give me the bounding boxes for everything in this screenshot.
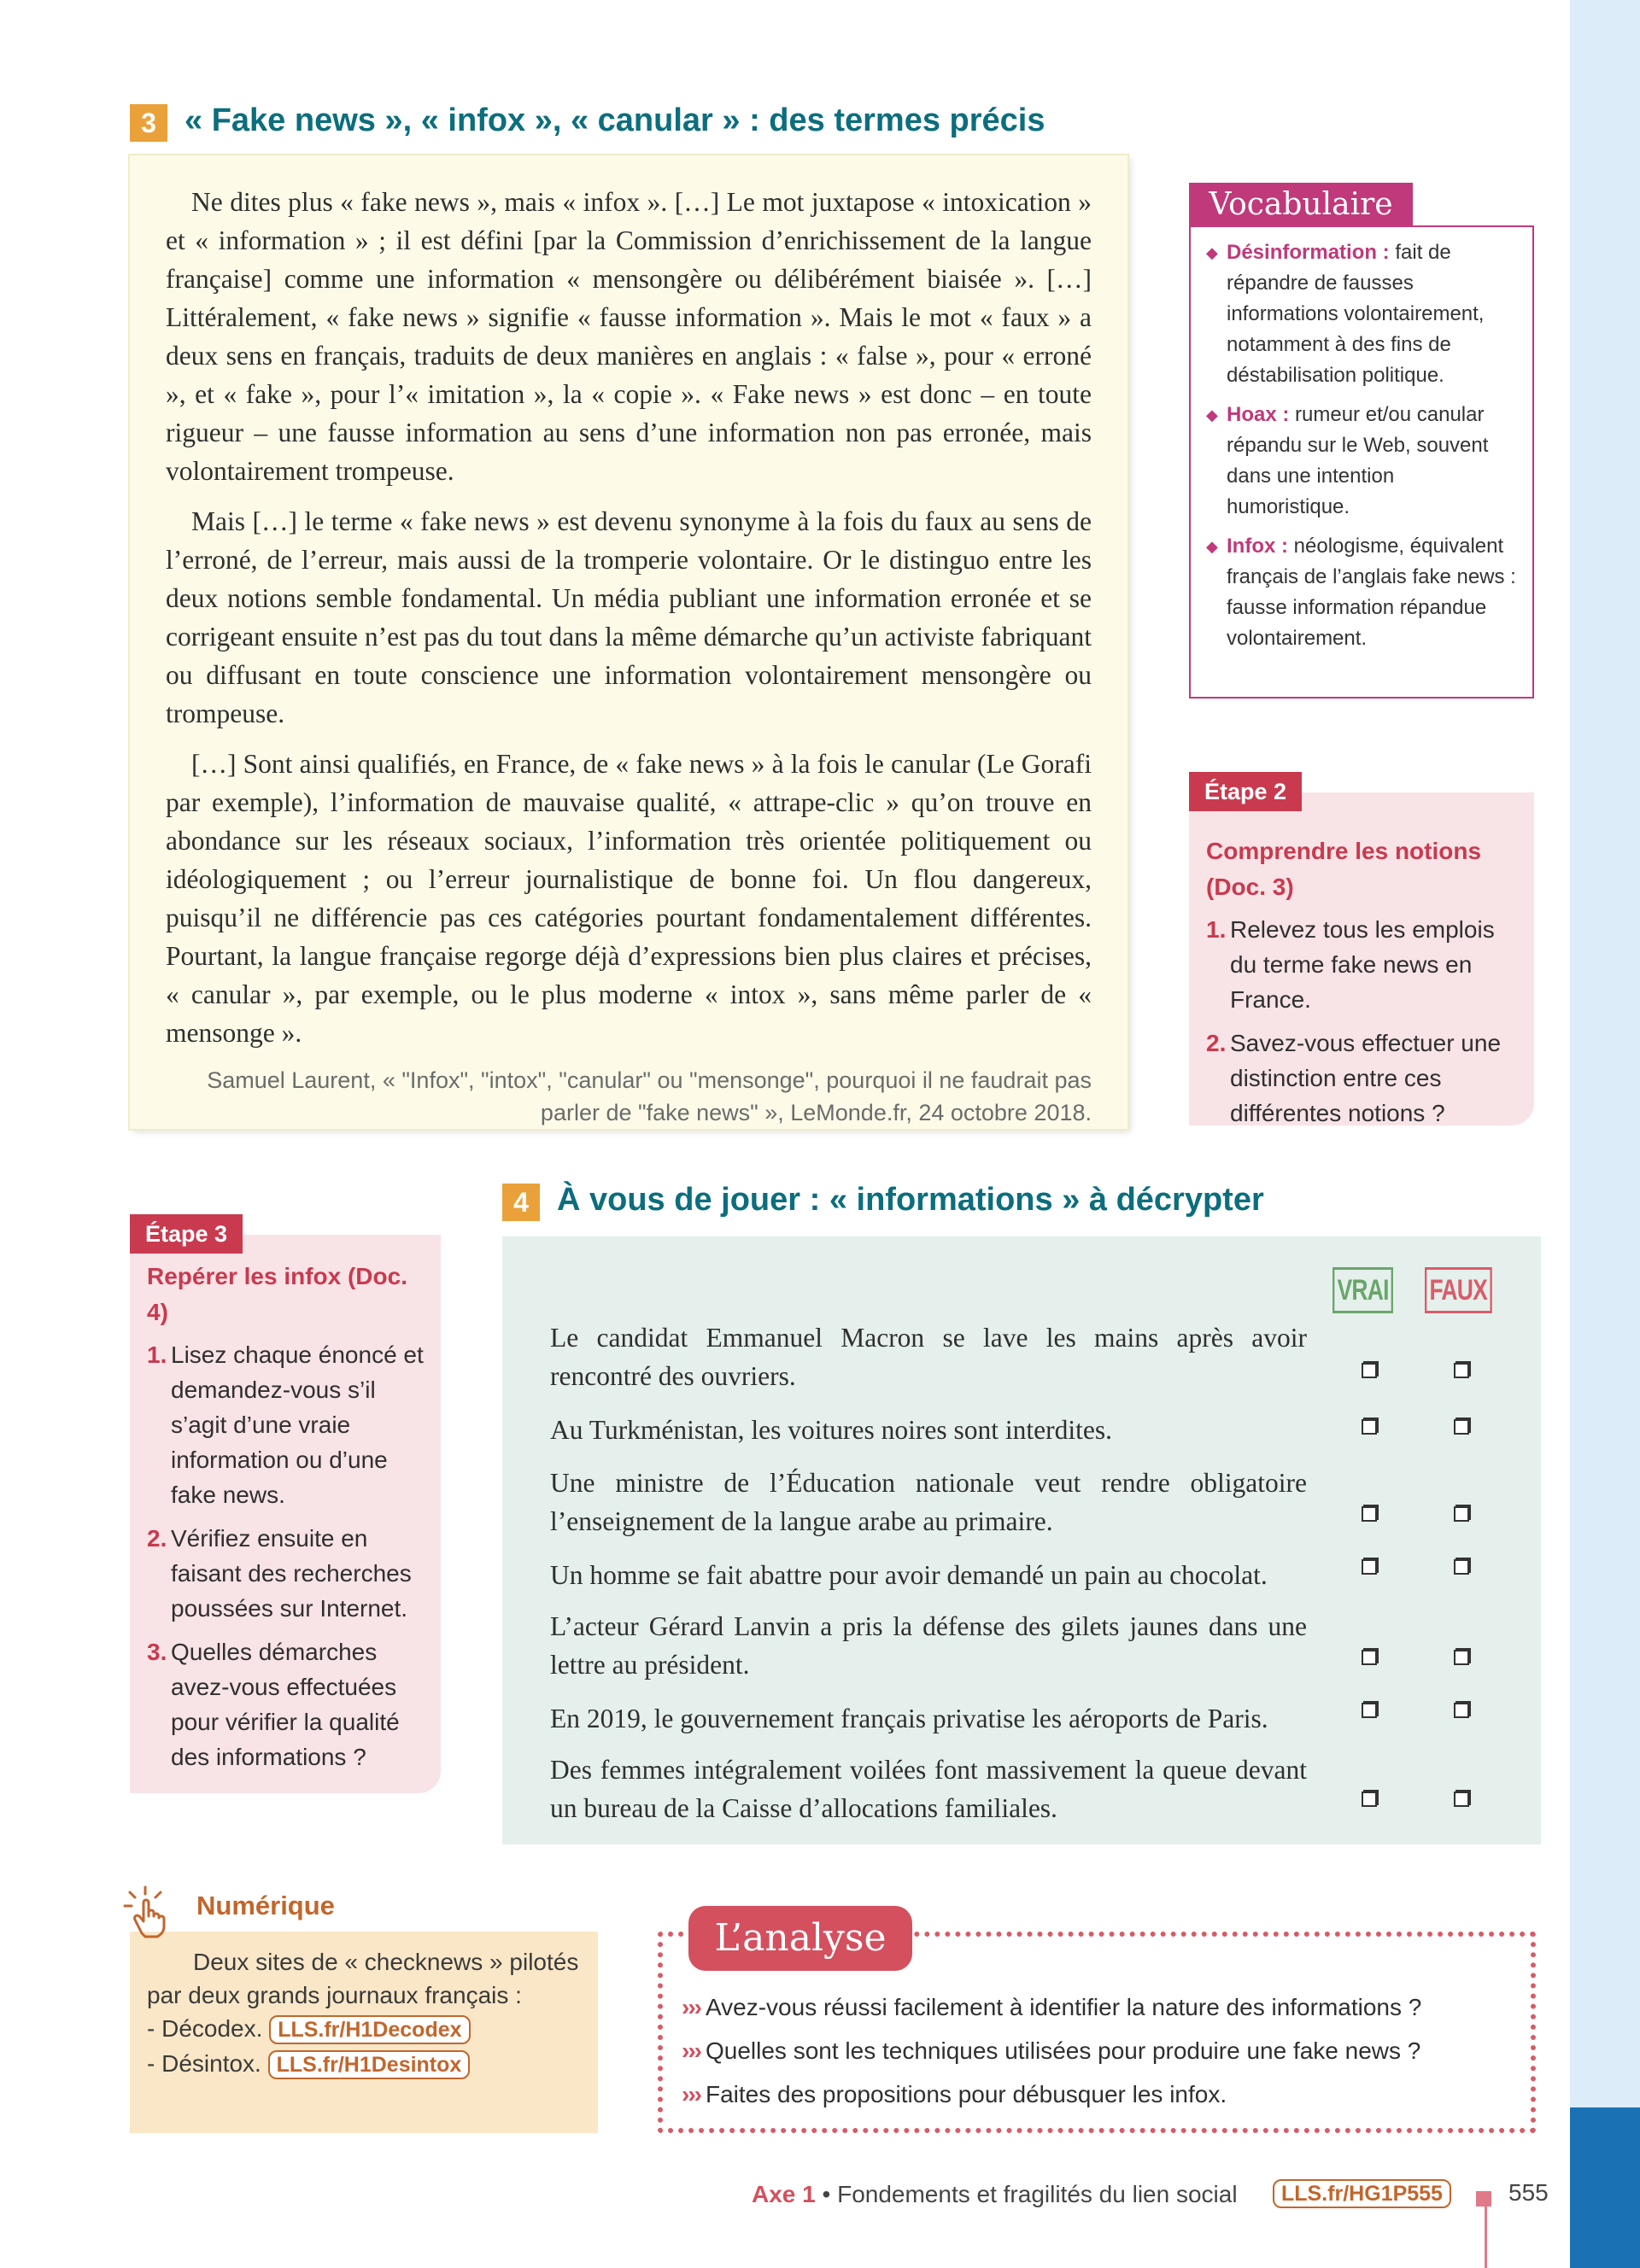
triple-chevron-icon: ››› bbox=[682, 2037, 700, 2064]
doc3-title: « Fake news », « infox », « canular » : des termes précis bbox=[184, 102, 1046, 138]
statement: Une ministre de l’Éducation nationale veut rendre obligatoire l’enseignement de la langue arabe au primaire. bbox=[550, 1468, 1307, 1536]
etape3-question: 1. Lisez chaque énoncé et demandez-vous s’il s’agit d’une vraie information ou d’une fake news. bbox=[147, 1342, 424, 1508]
etape2-question: 2. Savez-vous effectuer une distinction entre ces différentes notions ? bbox=[1206, 1030, 1502, 1126]
true-checkbox[interactable] bbox=[1362, 1559, 1377, 1575]
numerique-text: Deux sites de « checknews » pilotés par deux grands journaux français : bbox=[147, 1949, 579, 2008]
etape2-box bbox=[1189, 792, 1534, 1125]
true-checkbox[interactable] bbox=[1362, 1363, 1377, 1378]
vocab-item: ◆ Infox : néologisme, équivalent français de l’anglais fake news : fausse information répandue volontairement. bbox=[1206, 531, 1520, 654]
triple-chevron-icon: ››› bbox=[682, 1994, 700, 2020]
doc3-paragraph-3: […] Sont ainsi qualifiés, en France, de « fake news » à la fois le canular (Le Gorafi par exemple), l’information de mauvaise qualité, « attrape-clic » qu’on trouve en abondance sur les réseaux sociaux, l’information très orientée politiquement ou idéologiquement ; ou l’erreur journalistique de bonne foi. Un flou dangereux, puisqu’il ne différencie pas ces catégories pourtant fondamentalement différentes. Pourtant, la langue française regorge déjà d’expressions bien plus claires et précises, « canular », par exemple, ou le plus moderne « intox », sans même parler de « mensonge ». bbox=[166, 749, 1092, 1048]
doc4-title: À vous de jouer : « informations » à décrypter bbox=[557, 1182, 1264, 1218]
false-checkbox[interactable] bbox=[1454, 1506, 1469, 1522]
false-stamp: FAUX bbox=[1425, 1267, 1492, 1313]
numerique-title: Numérique bbox=[196, 1891, 335, 1920]
numerique-box bbox=[130, 1932, 598, 2133]
true-checkbox[interactable] bbox=[1362, 1703, 1377, 1718]
etape3-question: 2. Vérifiez ensuite en faisant des recherches poussées sur Internet. bbox=[147, 1525, 412, 1622]
footer-link-row bbox=[1273, 2179, 1451, 2208]
statement: Un homme se fait abattre pour avoir demandé un pain au chocolat. bbox=[550, 1560, 1268, 1590]
desintox-link[interactable]: LLS.fr/H1Desintox bbox=[268, 2050, 471, 2079]
true-checkbox[interactable] bbox=[1362, 1792, 1377, 1807]
false-checkbox[interactable] bbox=[1454, 1559, 1469, 1575]
etape2-heading: Comprendre les notions (Doc. 3) bbox=[1206, 838, 1482, 900]
diamond-bullet-icon: ◆ bbox=[1206, 538, 1218, 555]
etape3-question: 3. Quelles démarches avez-vous effectuées pour vérifier la qualité des informations ? bbox=[147, 1639, 400, 1770]
false-checkbox[interactable] bbox=[1454, 1363, 1469, 1378]
decodex-link[interactable]: LLS.fr/H1Decodex bbox=[269, 2015, 470, 2044]
etape3-tab: Étape 3 bbox=[130, 1214, 243, 1254]
statement: Des femmes intégralement voilées font massivement la queue devant un bureau de la Caisse d’allocations familiales. bbox=[550, 1755, 1307, 1823]
footer-link[interactable]: LLS.fr/HG1P555 bbox=[1273, 2179, 1451, 2208]
true-checkbox[interactable] bbox=[1362, 1650, 1377, 1665]
analyse-question: ››› Faites des propositions pour débusquer les infox. bbox=[682, 2081, 1227, 2107]
statement: Au Turkménistan, les voitures noires sont interdites. bbox=[550, 1415, 1112, 1445]
footer-marker-icon bbox=[1476, 2191, 1491, 2207]
vocab-item: ◆ Désinformation : fait de répandre de fausses informations volontairement, notamment à des fins de déstabilisation politique. bbox=[1206, 237, 1520, 391]
statement: En 2019, le gouvernement français privatise les aéroports de Paris. bbox=[550, 1704, 1268, 1733]
page-number: 555 bbox=[1508, 2179, 1549, 2206]
analyse-title: L’analyse bbox=[688, 1906, 912, 1971]
etape2-question: 1. Relevez tous les emplois du terme fake news en France. bbox=[1206, 916, 1495, 1013]
diamond-bullet-icon: ◆ bbox=[1206, 406, 1218, 424]
footer-axe: Axe 1 • Fondements et fragilités du lien social bbox=[752, 2181, 1238, 2207]
numerique-link-row: - Désintox. LLS.fr/H1Desintox bbox=[147, 2047, 583, 2080]
analyse-question: ››› Avez-vous réussi facilement à identifier la nature des informations ? bbox=[682, 1994, 1422, 2020]
side-strip bbox=[1570, 0, 1640, 2268]
footer-marker-line bbox=[1485, 2198, 1487, 2268]
doc3-source: Samuel Laurent, « "Infox", "intox", "canular" ou "mensonge", pourquoi il ne faudrait pas parler de "fake news" », LeMonde.fr, 24 octobre 2018. bbox=[207, 1067, 1092, 1125]
doc3-paragraph-1: Ne dites plus « fake news », mais « infox ». […] Le mot juxtapose « intoxication » et « information » ; il est défini [par la Commission d’enrichissement de la langue française] comme une information « mensongère ou délibérément biaisée ». […] Littéralement, « fake news » signifie « fausse information ». Mais le mot « faux » a deux sens en français, traduits de deux manières en anglais : « false », pour « erroné », et « fake », pour l’« imitation », la « copie ». « Fake news » est donc – en toute rigueur – une fausse information au sens d’une information non pas erronée, mais volontairement trompeuse. bbox=[166, 187, 1092, 486]
diamond-bullet-icon: ◆ bbox=[1206, 244, 1218, 261]
side-strip-accent bbox=[1570, 2107, 1640, 2268]
analyse-question: ››› Quelles sont les techniques utilisées pour produire une fake news ? bbox=[682, 2037, 1421, 2064]
statement: L’acteur Gérard Lanvin a pris la défense des gilets jaunes dans une lettre au président. bbox=[550, 1611, 1307, 1680]
false-checkbox[interactable] bbox=[1454, 1792, 1469, 1807]
false-checkbox[interactable] bbox=[1454, 1650, 1469, 1665]
vocab-box bbox=[1189, 225, 1534, 699]
vocab-item: ◆ Hoax : rumeur et/ou canular répandu sur le Web, souvent dans une intention humoristique. bbox=[1206, 400, 1520, 523]
true-checkbox[interactable] bbox=[1362, 1506, 1377, 1522]
false-checkbox[interactable] bbox=[1454, 1703, 1469, 1718]
false-checkbox[interactable] bbox=[1454, 1419, 1469, 1435]
statement: Le candidat Emmanuel Macron se lave les mains après avoir rencontré des ouvriers. bbox=[550, 1323, 1307, 1391]
etape2-tab: Étape 2 bbox=[1189, 772, 1302, 811]
doc3-text-box bbox=[130, 155, 1128, 1129]
doc3-paragraph-2: Mais […] le terme « fake news » est devenu synonyme à la fois du faux au sens de l’erroné, de l’erreur, mais aussi de la tromperie volontaire. Or le distinguo entre les deux notions semble fondamental. Un média publiant une information erronée et se corrigeant ensuite n’est pas du tout dans la même démarche qu’un activiste fabriquant ou diffusant en toute conscience une information volontairement mensongère ou trompeuse. bbox=[166, 506, 1092, 728]
triple-chevron-icon: ››› bbox=[682, 2081, 700, 2107]
true-stamp: VRAI bbox=[1332, 1267, 1393, 1313]
doc4-number: 4 bbox=[502, 1184, 540, 1221]
numerique-link-row: - Décodex. LLS.fr/H1Decodex bbox=[147, 2012, 583, 2045]
analyse-questions bbox=[682, 1991, 1519, 2111]
etape3-box bbox=[130, 1235, 441, 1793]
etape3-heading: Repérer les infox (Doc. 4) bbox=[147, 1263, 407, 1325]
true-checkbox[interactable] bbox=[1362, 1419, 1377, 1435]
pointing-hand-icon bbox=[120, 1884, 179, 1944]
vocab-title: Vocabulaire bbox=[1189, 183, 1413, 227]
doc3-number: 3 bbox=[130, 104, 167, 142]
